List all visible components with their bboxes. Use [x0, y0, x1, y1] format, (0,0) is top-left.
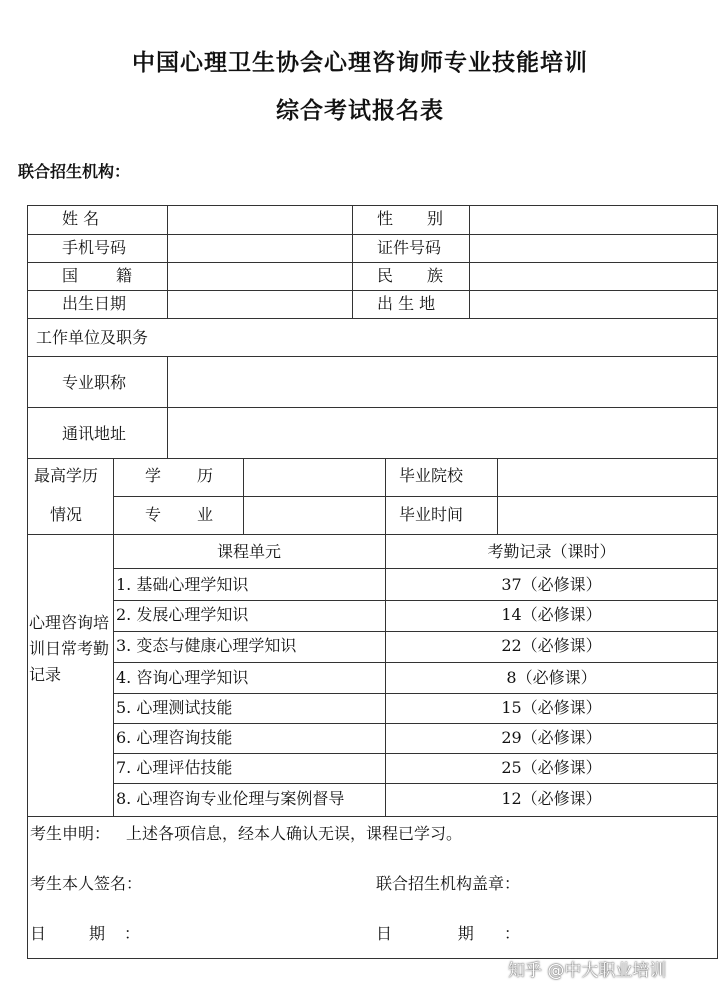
- birth-date-field[interactable]: [168, 291, 352, 318]
- phone-field[interactable]: [168, 235, 352, 262]
- label-nationality: 国 籍: [62, 266, 132, 285]
- course-cell: 2. 发展心理学知识: [116, 605, 249, 624]
- form-subtitle: 综合考试报名表: [276, 97, 444, 124]
- course-cell: 6. 心理咨询技能: [116, 728, 233, 747]
- date-right-label: 日 期：: [376, 924, 520, 943]
- degree-field[interactable]: [244, 459, 385, 496]
- title-field[interactable]: [168, 357, 717, 407]
- label-grad-time: 毕业时间: [399, 505, 464, 524]
- course-cell: 5. 心理测试技能: [116, 698, 233, 717]
- row-line: [113, 662, 718, 663]
- nationality-field[interactable]: [168, 263, 352, 290]
- col-line: [113, 534, 114, 816]
- date-left-label: 日 期：: [30, 924, 140, 943]
- label-training: 心理咨询培训日常考勤记录: [29, 613, 110, 684]
- hours-cell: 29（必修课）: [501, 728, 602, 747]
- major-field[interactable]: [244, 497, 385, 534]
- course-cell: 3. 变态与健康心理学知识: [116, 636, 297, 655]
- label-ethnicity: 民 族: [377, 266, 443, 285]
- birthplace-field[interactable]: [470, 291, 717, 318]
- row-line: [113, 600, 718, 601]
- row-line: [113, 693, 718, 694]
- label-education-line2: 情况: [50, 505, 83, 524]
- col-course-header: 课程单元: [216, 542, 281, 561]
- hours-cell: 12（必修课）: [501, 789, 602, 808]
- seal-label: 联合招生机构盖章：: [376, 874, 521, 893]
- org-label: 联合招生机构：: [18, 162, 131, 181]
- label-education-line1: 最高学历: [34, 466, 99, 485]
- seal-field[interactable]: [530, 866, 710, 900]
- course-cell: 4. 咨询心理学知识: [116, 668, 249, 687]
- course-cell: 7. 心理评估技能: [116, 758, 233, 777]
- id-number-field[interactable]: [470, 235, 717, 262]
- signature-label: 考生本人签名：: [30, 874, 143, 893]
- row-line: [113, 753, 718, 754]
- employer-field[interactable]: [190, 319, 717, 356]
- address-field[interactable]: [168, 408, 717, 458]
- label-title: 专业职称: [62, 373, 127, 392]
- hours-cell: 8（必修课）: [506, 668, 597, 687]
- col-attendance-header: 考勤记录（课时）: [487, 542, 616, 561]
- grad-time-field[interactable]: [498, 497, 717, 534]
- course-cell: 8. 心理咨询专业伦理与案例督导: [116, 789, 345, 808]
- label-address: 通讯地址: [62, 424, 127, 443]
- label-id-number: 证件号码: [377, 238, 442, 257]
- hours-cell: 14（必修课）: [501, 605, 602, 624]
- row-line: [27, 534, 718, 535]
- row-line: [113, 631, 718, 632]
- label-major: 专 业: [145, 505, 213, 524]
- watermark: 知乎 @中大职业培训: [508, 961, 667, 981]
- label-birth-date: 出生日期: [62, 294, 127, 313]
- school-field[interactable]: [498, 459, 717, 496]
- label-school: 毕业院校: [399, 466, 464, 485]
- label-degree: 学 历: [145, 466, 213, 485]
- col-line: [385, 458, 386, 534]
- name-field[interactable]: [168, 206, 352, 234]
- row-line: [113, 723, 718, 724]
- gender-field[interactable]: [470, 206, 717, 234]
- ethnicity-field[interactable]: [470, 263, 717, 290]
- row-line: [27, 816, 718, 817]
- label-name: 姓 名: [62, 209, 100, 228]
- label-gender: 性 别: [377, 209, 443, 228]
- label-birthplace: 出 生 地: [377, 294, 436, 313]
- col-line: [352, 205, 353, 318]
- row-line: [113, 568, 718, 569]
- label-employer: 工作单位及职务: [36, 328, 149, 347]
- declaration-label: 考生申明：: [30, 824, 111, 843]
- course-cell: 1. 基础心理学知识: [116, 575, 249, 594]
- label-phone: 手机号码: [62, 238, 127, 257]
- hours-cell: 37（必修课）: [501, 575, 602, 594]
- hours-cell: 25（必修课）: [501, 758, 602, 777]
- hours-cell: 15（必修课）: [501, 698, 602, 717]
- form-title: 中国心理卫生协会心理咨询师专业技能培训: [132, 49, 588, 76]
- hours-cell: 22（必修课）: [501, 636, 602, 655]
- col-line: [113, 458, 114, 534]
- row-line: [113, 783, 718, 784]
- declaration-text: 上述各项信息，经本人确认无误，课程已学习。: [126, 824, 463, 843]
- signature-field[interactable]: [140, 866, 360, 900]
